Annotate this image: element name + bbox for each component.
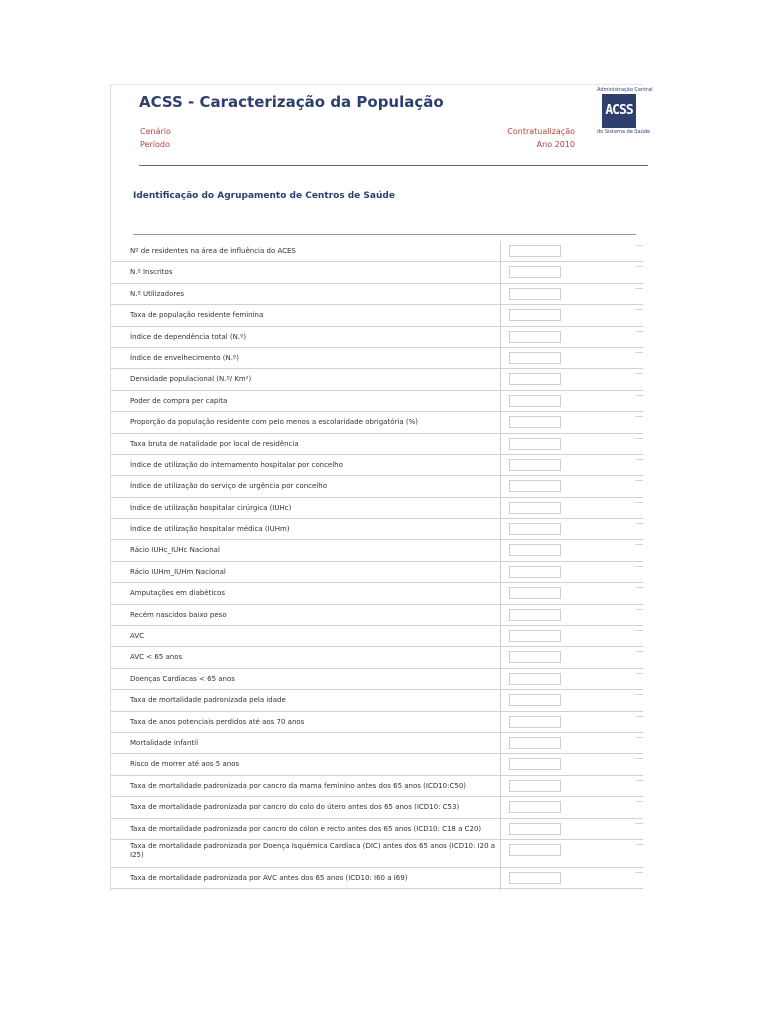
row-edge-mark xyxy=(635,480,643,481)
indicator-value-field[interactable] xyxy=(509,331,561,343)
indicator-value-field[interactable] xyxy=(509,651,561,663)
table-row xyxy=(111,868,643,889)
row-edge-mark xyxy=(635,544,643,545)
table-row xyxy=(111,712,643,733)
indicator-value-field[interactable] xyxy=(509,823,561,835)
page-title: ACSS - Caracterização da População xyxy=(139,93,444,111)
table-row xyxy=(111,327,643,348)
table-row xyxy=(111,669,643,690)
indicator-value-field[interactable] xyxy=(509,587,561,599)
table-row xyxy=(111,369,643,390)
indicator-label: Rácio IUHm_IUHm Nacional xyxy=(130,567,226,576)
row-edge-mark xyxy=(635,609,643,610)
acss-logo xyxy=(597,87,653,139)
indicator-label: Taxa de mortalidade padronizada por cancro do colo do útero antes dos 65 anos (ICD10: C53) xyxy=(130,803,460,812)
scenario-values xyxy=(507,125,575,151)
table-row xyxy=(111,348,643,369)
indicator-label: Nº de residentes na área de influência do ACES xyxy=(130,247,296,255)
table-row xyxy=(111,733,643,754)
table-row xyxy=(111,540,643,561)
indicator-value-field[interactable] xyxy=(509,844,561,856)
indicator-label: Amputações em diabéticos xyxy=(130,589,226,598)
indicator-value-field[interactable] xyxy=(509,609,561,621)
indicator-label: Índice de utilização do serviço de urgência por concelho xyxy=(130,482,327,491)
table-row xyxy=(111,262,643,283)
indicator-value-field[interactable] xyxy=(509,245,561,257)
indicator-value-field[interactable] xyxy=(509,266,561,278)
indicator-value-field[interactable] xyxy=(509,309,561,321)
indicator-value-field[interactable] xyxy=(509,872,561,884)
indicator-value-field[interactable] xyxy=(509,288,561,300)
table-row xyxy=(111,819,643,840)
form-page xyxy=(110,84,653,891)
row-edge-mark xyxy=(635,373,643,374)
row-edge-mark xyxy=(635,780,643,781)
table-row xyxy=(111,412,643,433)
indicator-label: Taxa de mortalidade padronizada por cancro do cólon e recto antes dos 65 anos (ICD10: C18 a C20) xyxy=(130,824,482,833)
periodo-label: Período xyxy=(140,140,170,149)
indicator-label: Proporção da população residente com pelo menos a escolaridade obrigatória (%) xyxy=(130,418,418,427)
row-edge-mark xyxy=(635,331,643,332)
periodo-value: Ano 2010 xyxy=(536,140,575,149)
indicator-value-field[interactable] xyxy=(509,459,561,471)
row-edge-mark xyxy=(635,630,643,631)
row-edge-mark xyxy=(635,758,643,759)
row-edge-mark xyxy=(635,245,643,246)
row-edge-mark xyxy=(635,288,643,289)
indicator-value-field[interactable] xyxy=(509,716,561,728)
indicator-value-field[interactable] xyxy=(509,438,561,450)
indicator-label: N.º Inscritos xyxy=(130,268,173,277)
indicator-label: Taxa bruta de natalidade por local de residência xyxy=(130,439,299,448)
table-row xyxy=(111,647,643,668)
table-row xyxy=(111,562,643,583)
row-edge-mark xyxy=(635,694,643,695)
indicator-label: Recém nascidos baixo peso xyxy=(130,610,227,619)
indicator-label: Densidade populacional (N.º/ Km²) xyxy=(130,375,252,384)
row-edge-mark xyxy=(635,459,643,460)
indicator-label: Mortalidade infantil xyxy=(130,738,199,747)
indicator-label: Índice de utilização do internamento hospitalar por concelho xyxy=(130,460,343,469)
row-edge-mark xyxy=(635,352,643,353)
row-edge-mark xyxy=(635,566,643,567)
row-edge-mark xyxy=(635,801,643,802)
indicator-value-field[interactable] xyxy=(509,480,561,492)
indicator-label: Taxa de anos potenciais perdidos até aos 70 anos xyxy=(130,717,305,726)
indicator-value-field[interactable] xyxy=(509,352,561,364)
indicator-table xyxy=(111,241,643,889)
cenario-label: Cenário xyxy=(140,127,171,136)
indicator-label: Taxa de mortalidade padronizada por AVC antes dos 65 anos (ICD10: I60 a I69) xyxy=(130,873,408,882)
row-edge-mark xyxy=(635,651,643,652)
indicator-value-field[interactable] xyxy=(509,523,561,535)
indicator-value-field[interactable] xyxy=(509,758,561,770)
indicator-value-field[interactable] xyxy=(509,395,561,407)
table-row xyxy=(111,626,643,647)
row-edge-mark xyxy=(635,716,643,717)
indicator-label: Poder de compra per capita xyxy=(130,396,228,405)
scenario-labels xyxy=(140,125,171,151)
table-row xyxy=(111,476,643,497)
indicator-value-field[interactable] xyxy=(509,673,561,685)
section-title: Identificação do Agrupamento de Centros de Saúde xyxy=(133,191,395,201)
indicator-value-field[interactable] xyxy=(509,373,561,385)
row-edge-mark xyxy=(635,523,643,524)
header-divider xyxy=(139,165,648,166)
cenario-value: Contratualização xyxy=(507,127,575,136)
logo-mark: ACSS xyxy=(602,94,636,128)
indicator-label: Taxa de mortalidade padronizada por Doença Isquémica Cardíaca (DIC) antes dos 65 anos (ICD10: I20 a I25) xyxy=(130,841,496,859)
row-edge-mark xyxy=(635,266,643,267)
indicator-label: Taxa de mortalidade padronizada por cancro da mama feminino antes dos 65 anos (ICD10:C50) xyxy=(130,781,467,790)
indicator-value-field[interactable] xyxy=(509,502,561,514)
table-row xyxy=(111,241,643,262)
row-edge-mark xyxy=(635,823,643,824)
table-row xyxy=(111,754,643,775)
indicator-label: AVC xyxy=(130,632,145,641)
indicator-label: AVC < 65 anos xyxy=(130,653,183,662)
row-edge-mark xyxy=(635,309,643,310)
table-row xyxy=(111,583,643,604)
row-edge-mark xyxy=(635,416,643,417)
indicator-label: N.º Utilizadores xyxy=(130,289,185,298)
row-edge-mark xyxy=(635,872,643,873)
row-edge-mark xyxy=(635,844,643,845)
indicator-label: Doenças Cardíacas < 65 anos xyxy=(130,674,235,683)
table-row xyxy=(111,605,643,626)
indicator-label: Taxa de mortalidade padronizada pela idade xyxy=(130,696,286,705)
row-edge-mark xyxy=(635,737,643,738)
table-row xyxy=(111,776,643,797)
indicator-value-field[interactable] xyxy=(509,694,561,706)
indicator-label: Índice de utilização hospitalar cirúrgica (IUHc) xyxy=(130,503,292,512)
indicator-value-field[interactable] xyxy=(509,737,561,749)
indicator-label: Índice de envelhecimento (N.º) xyxy=(130,353,239,362)
indicator-value-field[interactable] xyxy=(509,780,561,792)
indicator-value-field[interactable] xyxy=(509,416,561,428)
indicator-value-field[interactable] xyxy=(509,630,561,642)
row-edge-mark xyxy=(635,502,643,503)
indicator-label: Índice de utilização hospitalar médica (IUHm) xyxy=(130,525,290,534)
row-edge-mark xyxy=(635,395,643,396)
logo-top-text: Administração Central xyxy=(597,87,653,93)
table-row xyxy=(111,284,643,305)
indicator-value-field[interactable] xyxy=(509,566,561,578)
section-input-line[interactable] xyxy=(133,234,636,235)
table-row xyxy=(111,797,643,818)
indicator-label: Índice de dependência total (N.º) xyxy=(130,332,247,341)
table-row xyxy=(111,434,643,455)
row-edge-mark xyxy=(635,438,643,439)
table-row xyxy=(111,391,643,412)
table-row xyxy=(111,455,643,476)
table-row xyxy=(111,498,643,519)
table-row xyxy=(111,519,643,540)
row-edge-mark xyxy=(635,673,643,674)
indicator-label: Rácio IUHc_IUHc Nacional xyxy=(130,546,220,555)
indicator-value-field[interactable] xyxy=(509,801,561,813)
indicator-label: Risco de morrer até aos 5 anos xyxy=(130,760,240,769)
indicator-label: Taxa de população residente feminina xyxy=(130,311,264,320)
logo-bottom-text: do Sistema de Saúde xyxy=(597,129,651,135)
table-row xyxy=(111,690,643,711)
table-row xyxy=(111,840,643,868)
row-edge-mark xyxy=(635,587,643,588)
indicator-value-field[interactable] xyxy=(509,544,561,556)
table-row xyxy=(111,305,643,326)
